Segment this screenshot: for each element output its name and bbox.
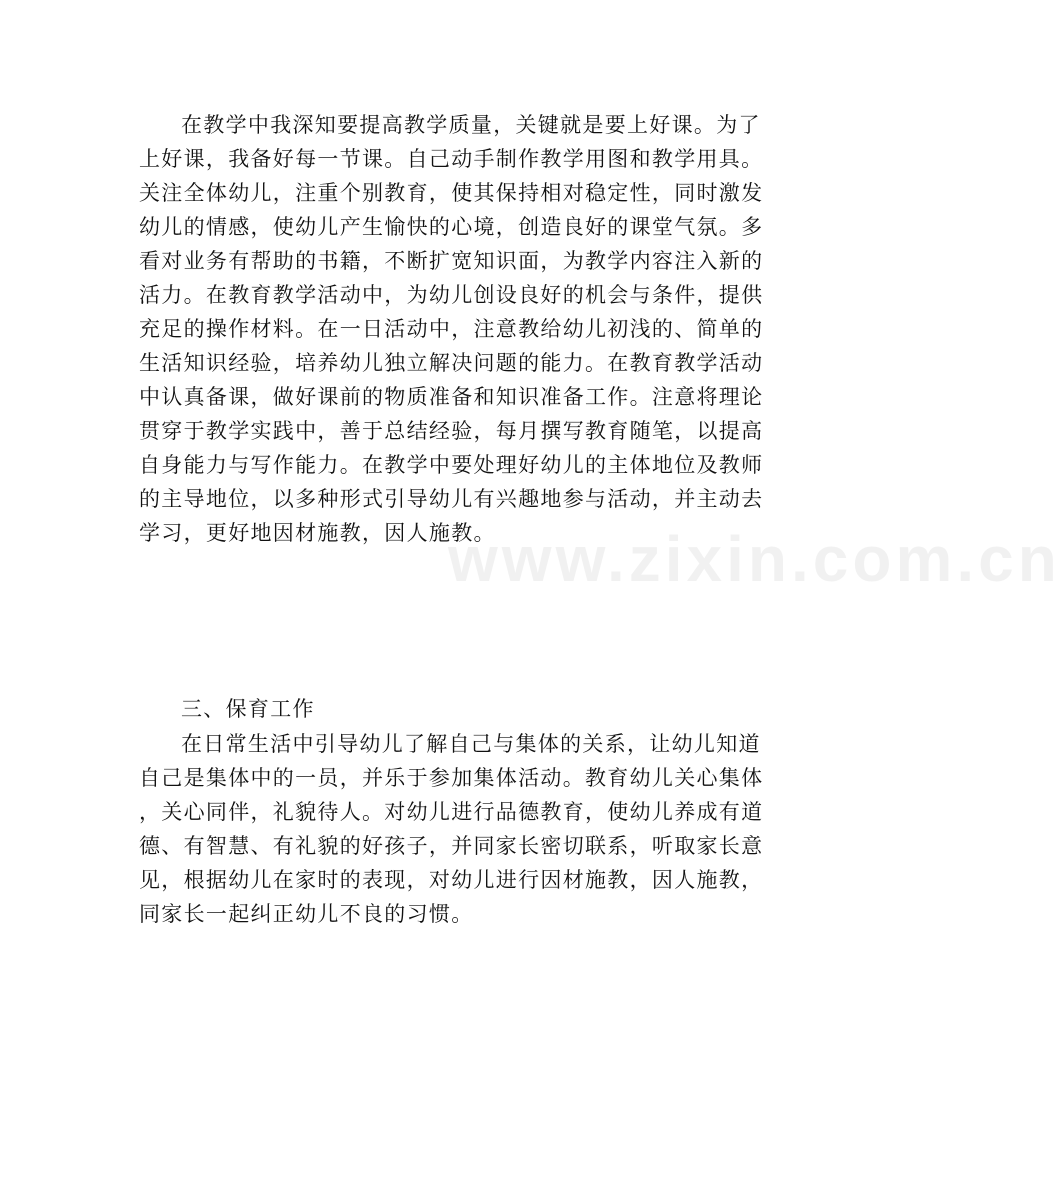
paragraph-line: 贯穿于教学实践中，善于总结经验，每月撰写教育随笔，以提高 <box>139 419 764 443</box>
paragraph-line: 生活知识经验，培养幼儿独立解决问题的能力。在教育教学活动 <box>139 351 764 375</box>
paragraph-care <box>139 727 784 931</box>
paragraph-line: 见，根据幼儿在家时的表现，对幼儿进行因材施教，因人施教， <box>139 868 764 892</box>
paragraph-line: 上好课，我备好每一节课。自己动手制作教学用图和教学用具。 <box>139 147 764 171</box>
paragraph-line: 学习，更好地因材施教，因人施教。 <box>139 521 496 545</box>
paragraph-line: 自身能力与写作能力。在教学中要处理好幼儿的主体地位及教师 <box>139 453 764 477</box>
paragraph-line: 德、有智慧、有礼貌的好孩子，并同家长密切联系，听取家长意 <box>139 834 764 858</box>
paragraph-line: ，关心同伴，礼貌待人。对幼儿进行品德教育，使幼儿养成有道 <box>139 800 764 824</box>
section-heading: 三、保育工作 <box>181 697 315 721</box>
watermark: www.zixin.com.cn <box>448 523 1061 595</box>
paragraph-line: 活力。在教育教学活动中，为幼儿创设良好的机会与条件，提供 <box>139 283 764 307</box>
paragraph-line: 看对业务有帮助的书籍，不断扩宽知识面，为教学内容注入新的 <box>139 249 764 273</box>
paragraph-line: 中认真备课，做好课前的物质准备和知识准备工作。注意将理论 <box>139 385 764 409</box>
paragraph-line: 充足的操作材料。在一日活动中，注意教给幼儿初浅的、简单的 <box>139 317 764 341</box>
paragraph-line: 在教学中我深知要提高教学质量，关键就是要上好课。为了 <box>181 113 761 137</box>
paragraph-line: 在日常生活中引导幼儿了解自己与集体的关系，让幼儿知道 <box>181 732 761 756</box>
paragraph-line: 自己是集体中的一员，并乐于参加集体活动。教育幼儿关心集体 <box>139 766 764 790</box>
paragraph-line: 的主导地位，以多种形式引导幼儿有兴趣地参与活动，并主动去 <box>139 487 764 511</box>
paragraph-line: 同家长一起纠正幼儿不良的习惯。 <box>139 902 474 926</box>
paragraph-teaching <box>139 108 784 550</box>
paragraph-line: 关注全体幼儿，注重个别教育，使其保持相对稳定性，同时激发 <box>139 181 764 205</box>
paragraph-line: 幼儿的情感，使幼儿产生愉快的心境，创造良好的课堂气氛。多 <box>139 215 764 239</box>
section-heading-block <box>139 692 784 726</box>
